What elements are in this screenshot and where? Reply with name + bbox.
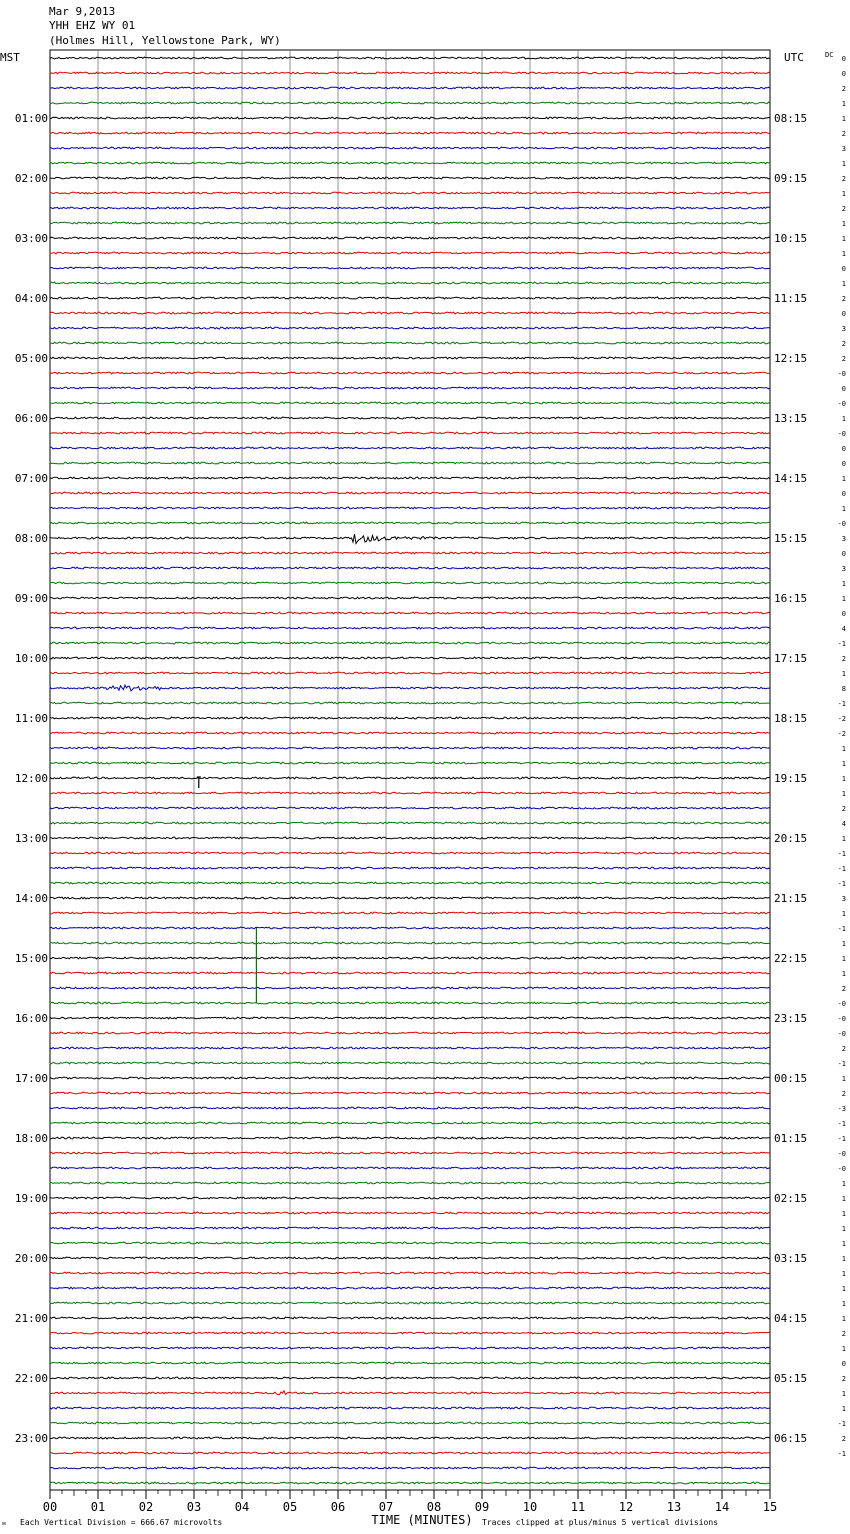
x-tick-label: 01 xyxy=(90,1500,106,1514)
dc-offset-label: -0 xyxy=(837,400,846,408)
seismic-trace xyxy=(50,987,770,989)
seismic-trace xyxy=(50,1017,770,1019)
seismic-trace xyxy=(50,1002,770,1004)
seismic-trace xyxy=(50,897,770,899)
utc-hour-label: 23:15 xyxy=(774,1012,808,1025)
right-axis-label: UTC xyxy=(784,51,804,64)
seismic-trace xyxy=(50,1197,770,1199)
seismic-trace xyxy=(50,882,770,884)
dc-offset-label: 2 xyxy=(841,295,846,303)
dc-offset-label: 1 xyxy=(841,415,846,423)
seismic-trace xyxy=(50,567,770,569)
seismic-trace xyxy=(50,1122,770,1124)
seismic-trace xyxy=(50,1377,770,1379)
seismic-trace xyxy=(50,1452,770,1454)
seismic-trace xyxy=(50,867,770,869)
dc-offset-label: -3 xyxy=(837,1105,846,1113)
seismic-trace xyxy=(50,1317,770,1319)
mst-hour-label: 13:00 xyxy=(14,832,48,845)
dc-offset-label: 2 xyxy=(841,1090,846,1098)
seismic-trace xyxy=(50,237,770,239)
seismic-trace xyxy=(50,327,770,329)
mst-hour-label: 10:00 xyxy=(14,652,48,665)
seismic-trace xyxy=(50,177,770,179)
dc-offset-label: 1 xyxy=(841,115,846,123)
dc-offset-label: 8 xyxy=(841,685,846,693)
dc-offset-label: -0 xyxy=(837,1165,846,1173)
dc-offset-label: 2 xyxy=(841,1375,846,1383)
mst-hour-label: 12:00 xyxy=(14,772,48,785)
mst-hour-label: 22:00 xyxy=(14,1372,48,1385)
seismic-trace xyxy=(50,642,770,644)
seismic-trace xyxy=(50,1347,770,1349)
seismic-trace xyxy=(50,552,770,554)
seismic-trace xyxy=(50,1032,770,1034)
seismic-trace xyxy=(50,402,770,404)
utc-hour-label: 06:15 xyxy=(774,1432,808,1445)
mst-hour-label: 18:00 xyxy=(14,1132,48,1145)
utc-hour-label: 10:15 xyxy=(774,232,808,245)
dc-offset-label: 1 xyxy=(841,100,846,108)
dc-offset-label: -1 xyxy=(837,700,846,708)
dc-offset-label: 0 xyxy=(841,265,846,273)
utc-hour-label: 02:15 xyxy=(774,1192,808,1205)
dc-offset-label: 1 xyxy=(841,1285,846,1293)
dc-offset-label: 1 xyxy=(841,1255,846,1263)
dc-offset-label: -0 xyxy=(837,1030,846,1038)
dc-offset-label: 3 xyxy=(841,325,846,333)
seismic-trace xyxy=(50,117,770,119)
dc-offset-label: 2 xyxy=(841,1435,846,1443)
x-tick-label: 04 xyxy=(234,1500,250,1514)
dc-offset-label: 1 xyxy=(841,220,846,228)
dc-offset-label: 2 xyxy=(841,355,846,363)
dc-offset-label: 1 xyxy=(841,580,846,588)
seismic-trace xyxy=(50,942,770,944)
mst-hour-label: 09:00 xyxy=(14,592,48,605)
seismic-trace xyxy=(50,1212,770,1214)
seismic-trace xyxy=(50,912,770,914)
utc-hour-label: 09:15 xyxy=(774,172,808,185)
dc-offset-label: 0 xyxy=(841,310,846,318)
x-tick-label: 13 xyxy=(666,1500,682,1514)
seismic-trace xyxy=(50,657,770,659)
seismic-trace xyxy=(50,147,770,149)
corner-mark: ᴍ xyxy=(2,1520,6,1527)
x-tick-label: 03 xyxy=(186,1500,202,1514)
seismic-trace xyxy=(50,342,770,344)
plot-date: Mar 9,2013 xyxy=(49,5,116,18)
seismic-trace xyxy=(50,492,770,494)
seismic-trace xyxy=(50,1407,770,1409)
dc-offset-label: 1 xyxy=(841,790,846,798)
mst-hour-label: 03:00 xyxy=(14,232,48,245)
seismic-trace xyxy=(50,972,770,974)
dc-offset-label: 0 xyxy=(841,70,846,78)
dc-offset-label: 2 xyxy=(841,1045,846,1053)
dc-offset-label: 2 xyxy=(841,205,846,213)
dc-offset-label: 1 xyxy=(841,250,846,258)
seismic-trace xyxy=(50,747,770,749)
dc-offset-label: 1 xyxy=(841,910,846,918)
seismic-trace xyxy=(50,1287,770,1289)
dc-offset-label: -0 xyxy=(837,430,846,438)
utc-hour-label: 17:15 xyxy=(774,652,808,665)
dc-offset-label: 1 xyxy=(841,595,846,603)
utc-hour-label: 22:15 xyxy=(774,952,808,965)
dc-offset-label: 2 xyxy=(841,805,846,813)
seismic-trace xyxy=(50,1272,770,1274)
utc-hour-label: 00:15 xyxy=(774,1072,808,1085)
dc-offset-label: 1 xyxy=(841,280,846,288)
utc-hour-label: 12:15 xyxy=(774,352,808,365)
dc-offset-label: -1 xyxy=(837,1135,846,1143)
seismic-trace xyxy=(50,1137,770,1139)
dc-offset-label: 3 xyxy=(841,895,846,903)
dc-offset-label: 1 xyxy=(841,190,846,198)
seismic-trace xyxy=(50,522,770,524)
mst-hour-label: 06:00 xyxy=(14,412,48,425)
dc-offset-label: 4 xyxy=(841,625,846,633)
mst-hour-label: 21:00 xyxy=(14,1312,48,1325)
dc-offset-label: -2 xyxy=(837,730,846,738)
seismic-trace xyxy=(50,957,770,959)
x-tick-label: 06 xyxy=(330,1500,346,1514)
seismic-trace xyxy=(50,162,770,164)
seismic-trace xyxy=(50,372,770,374)
seismic-trace xyxy=(50,192,770,194)
seismic-trace xyxy=(50,792,770,794)
dc-offset-label: 2 xyxy=(841,340,846,348)
dc-offset-label: 2 xyxy=(841,85,846,93)
x-tick-label: 15 xyxy=(762,1500,778,1514)
utc-hour-label: 15:15 xyxy=(774,532,808,545)
seismic-trace xyxy=(50,777,770,779)
seismic-trace xyxy=(50,685,770,691)
x-axis-label: TIME (MINUTES) xyxy=(371,1513,473,1527)
seismic-trace xyxy=(50,1182,770,1184)
dc-offset-label: -0 xyxy=(837,1000,846,1008)
dc-offset-label: -1 xyxy=(837,1420,846,1428)
utc-hour-label: 13:15 xyxy=(774,412,808,425)
seismic-trace xyxy=(50,57,770,59)
seismic-trace xyxy=(50,282,770,284)
dc-offset-label: 2 xyxy=(841,175,846,183)
dc-offset-label: 1 xyxy=(841,235,846,243)
seismic-trace xyxy=(50,387,770,389)
utc-hour-label: 20:15 xyxy=(774,832,808,845)
dc-offset-label: -1 xyxy=(837,640,846,648)
seismic-trace xyxy=(50,807,770,809)
dc-offset-label: 1 xyxy=(841,745,846,753)
dc-offset-label: -0 xyxy=(837,1150,846,1158)
dc-offset-label: 1 xyxy=(841,505,846,513)
dc-offset-label: 0 xyxy=(841,445,846,453)
dc-offset-label: 1 xyxy=(841,1240,846,1248)
x-tick-label: 02 xyxy=(138,1500,154,1514)
seismic-trace xyxy=(50,132,770,134)
x-tick-label: 14 xyxy=(714,1500,730,1514)
seismic-trace xyxy=(50,672,770,674)
dc-offset-label: 1 xyxy=(841,670,846,678)
x-tick-label: 05 xyxy=(282,1500,298,1514)
seismic-trace xyxy=(50,1257,770,1259)
dc-offset-label: 1 xyxy=(841,775,846,783)
mst-hour-label: 07:00 xyxy=(14,472,48,485)
mst-hour-label: 08:00 xyxy=(14,532,48,545)
seismic-trace xyxy=(50,297,770,299)
dc-offset-label: 2 xyxy=(841,1330,846,1338)
seismic-trace xyxy=(50,837,770,839)
seismic-trace xyxy=(50,207,770,209)
dc-offset-label: -1 xyxy=(837,1450,846,1458)
seismic-trace xyxy=(50,582,770,584)
mst-hour-label: 16:00 xyxy=(14,1012,48,1025)
seismic-trace xyxy=(50,357,770,359)
dc-offset-label: 3 xyxy=(841,145,846,153)
mst-hour-label: 17:00 xyxy=(14,1072,48,1085)
seismic-trace xyxy=(50,822,770,824)
seismic-trace xyxy=(50,102,770,104)
dc-offset-label: 1 xyxy=(841,955,846,963)
footer-clip-note: Traces clipped at plus/minus 5 vertical divisions xyxy=(482,1518,719,1527)
dc-offset-label: -1 xyxy=(837,880,846,888)
mst-hour-label: 15:00 xyxy=(14,952,48,965)
plot-frame xyxy=(50,50,770,1490)
station-code: YHH EHZ WY 01 xyxy=(49,19,136,32)
seismic-trace xyxy=(50,222,770,224)
seismic-trace xyxy=(50,534,770,543)
dc-offset-label: 1 xyxy=(841,1270,846,1278)
dc-label: DC xyxy=(825,51,834,59)
dc-offset-label: 2 xyxy=(841,130,846,138)
dc-offset-label: 0 xyxy=(841,610,846,618)
x-tick-label: 07 xyxy=(378,1500,394,1514)
dc-offset-label: -1 xyxy=(837,850,846,858)
dc-offset-label: 4 xyxy=(841,820,846,828)
utc-hour-label: 08:15 xyxy=(774,112,808,125)
dc-offset-label: 1 xyxy=(841,1225,846,1233)
seismic-trace xyxy=(50,87,770,89)
utc-hour-label: 03:15 xyxy=(774,1252,808,1265)
dc-offset-label: 1 xyxy=(841,1315,846,1323)
seismic-trace xyxy=(50,252,770,254)
seismic-trace xyxy=(50,447,770,449)
dc-offset-label: 1 xyxy=(841,1075,846,1083)
dc-offset-label: 1 xyxy=(841,1345,846,1353)
seismic-trace xyxy=(50,1062,770,1064)
utc-hour-label: 04:15 xyxy=(774,1312,808,1325)
left-axis-label: MST xyxy=(0,51,20,64)
seismic-trace xyxy=(50,417,770,419)
seismic-trace xyxy=(50,462,770,464)
dc-offset-label: -0 xyxy=(837,370,846,378)
seismic-trace xyxy=(50,267,770,269)
dc-offset-label: 3 xyxy=(841,535,846,543)
dc-offset-label: 0 xyxy=(841,460,846,468)
dc-offset-label: 0 xyxy=(841,55,846,63)
seismic-trace xyxy=(50,762,770,764)
mst-hour-label: 20:00 xyxy=(14,1252,48,1265)
dc-offset-label: 3 xyxy=(841,565,846,573)
seismic-trace xyxy=(50,1092,770,1094)
dc-offset-label: -0 xyxy=(837,520,846,528)
utc-hour-label: 01:15 xyxy=(774,1132,808,1145)
dc-offset-label: 0 xyxy=(841,385,846,393)
seismic-trace xyxy=(50,432,770,434)
mst-hour-label: 23:00 xyxy=(14,1432,48,1445)
seismic-trace xyxy=(50,1077,770,1079)
dc-offset-label: 1 xyxy=(841,1405,846,1413)
utc-hour-label: 18:15 xyxy=(774,712,808,725)
seismic-trace xyxy=(50,1152,770,1154)
dc-offset-label: 1 xyxy=(841,160,846,168)
mst-hour-label: 05:00 xyxy=(14,352,48,365)
seismic-trace xyxy=(50,1227,770,1229)
x-tick-label: 10 xyxy=(522,1500,538,1514)
seismic-trace xyxy=(50,1467,770,1469)
seismic-trace xyxy=(50,1302,770,1304)
mst-hour-label: 04:00 xyxy=(14,292,48,305)
dc-offset-label: -1 xyxy=(837,1060,846,1068)
utc-hour-label: 14:15 xyxy=(774,472,808,485)
footer-scale-note: Each Vertical Division = 666.67 microvolts xyxy=(20,1518,223,1527)
x-tick-label: 11 xyxy=(570,1500,586,1514)
dc-offset-label: 1 xyxy=(841,1390,846,1398)
seismic-trace xyxy=(50,852,770,854)
dc-offset-label: 0 xyxy=(841,550,846,558)
utc-hour-label: 19:15 xyxy=(774,772,808,785)
dc-offset-label: 1 xyxy=(841,475,846,483)
seismic-trace xyxy=(50,72,770,74)
dc-offset-label: -1 xyxy=(837,1120,846,1128)
dc-offset-label: 1 xyxy=(841,1210,846,1218)
seismic-trace xyxy=(50,312,770,314)
mst-hour-label: 19:00 xyxy=(14,1192,48,1205)
seismic-trace xyxy=(50,1422,770,1424)
seismic-trace xyxy=(50,1332,770,1334)
seismic-trace xyxy=(50,627,770,629)
seismic-trace xyxy=(50,732,770,734)
x-tick-label: 00 xyxy=(42,1500,58,1514)
seismic-trace xyxy=(50,1242,770,1244)
seismic-trace xyxy=(50,507,770,509)
x-tick-label: 09 xyxy=(474,1500,490,1514)
mst-hour-label: 02:00 xyxy=(14,172,48,185)
mst-hour-label: 01:00 xyxy=(14,112,48,125)
seismic-trace xyxy=(50,612,770,614)
dc-offset-label: 1 xyxy=(841,835,846,843)
seismic-trace xyxy=(50,927,770,929)
seismic-trace xyxy=(50,1391,770,1395)
dc-offset-label: 1 xyxy=(841,940,846,948)
utc-hour-label: 05:15 xyxy=(774,1372,808,1385)
utc-hour-label: 21:15 xyxy=(774,892,808,905)
station-location: (Holmes Hill, Yellowstone Park, WY) xyxy=(49,34,281,47)
dc-offset-label: 2 xyxy=(841,985,846,993)
dc-offset-label: 1 xyxy=(841,760,846,768)
utc-hour-label: 11:15 xyxy=(774,292,808,305)
dc-offset-label: 1 xyxy=(841,1195,846,1203)
seismic-trace xyxy=(50,1047,770,1049)
dc-offset-label: 1 xyxy=(841,1180,846,1188)
seismic-trace xyxy=(50,1167,770,1169)
dc-offset-label: -1 xyxy=(837,865,846,873)
dc-offset-label: -2 xyxy=(837,715,846,723)
seismic-trace xyxy=(50,1362,770,1364)
seismic-trace xyxy=(50,597,770,599)
utc-hour-label: 16:15 xyxy=(774,592,808,605)
dc-offset-label: -0 xyxy=(837,1015,846,1023)
seismic-trace xyxy=(50,1437,770,1439)
dc-offset-label: -1 xyxy=(837,925,846,933)
dc-offset-label: 0 xyxy=(841,1360,846,1368)
dc-offset-label: 0 xyxy=(841,490,846,498)
x-tick-label: 08 xyxy=(426,1500,442,1514)
dc-offset-label: 2 xyxy=(841,655,846,663)
seismic-trace xyxy=(50,1482,770,1484)
x-tick-label: 12 xyxy=(618,1500,634,1514)
seismic-trace xyxy=(50,1107,770,1109)
seismic-trace xyxy=(50,477,770,479)
seismic-trace xyxy=(50,717,770,719)
dc-offset-label: 1 xyxy=(841,1300,846,1308)
dc-offset-label: 1 xyxy=(841,970,846,978)
seismic-trace xyxy=(50,702,770,704)
mst-hour-label: 14:00 xyxy=(14,892,48,905)
mst-hour-label: 11:00 xyxy=(14,712,48,725)
